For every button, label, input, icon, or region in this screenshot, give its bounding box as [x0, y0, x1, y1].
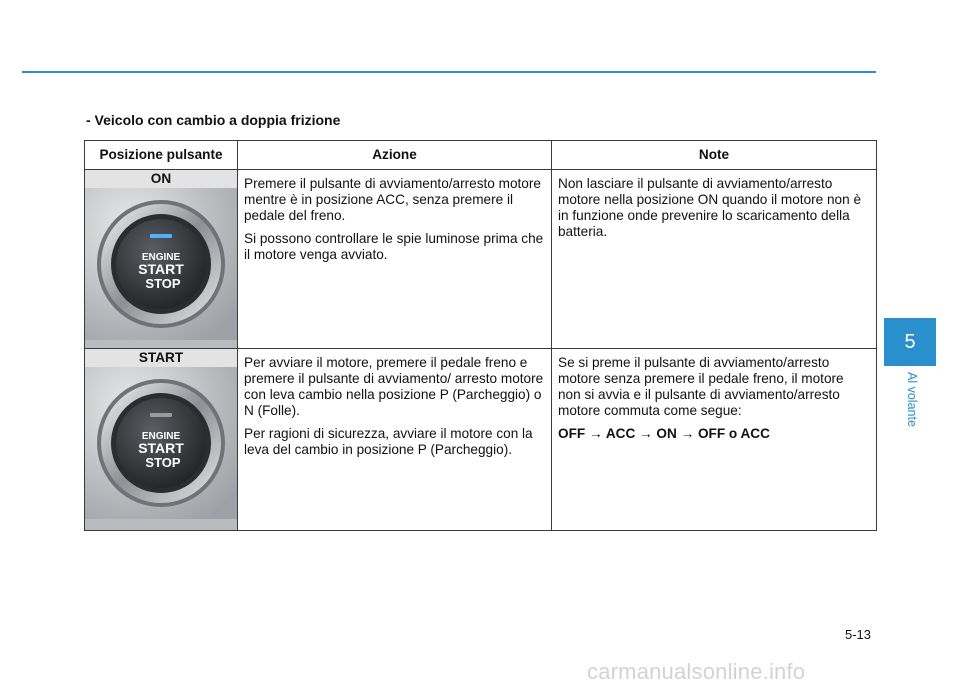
chapter-title — [903, 372, 919, 442]
column-header-note: Note — [552, 141, 877, 170]
button-text-engine: ENGINE — [141, 252, 181, 263]
button-text-stop: STOP — [145, 276, 181, 291]
note-cell-on — [552, 170, 877, 349]
state-sequence: OFF → ACC → ON → OFF o ACC — [558, 426, 770, 441]
page-number: 5-13 — [845, 627, 872, 642]
note-text: Se si preme il pulsante di avviamento/arresto motore senza premere il pedale freno, il motore non si avvia e il pulsante di avviamento/arresto motore commuta come segue: — [558, 355, 844, 418]
position-cell-start — [85, 349, 238, 531]
action-text: Per avviare il motore, premere il pedale freno e premere il pulsante di avviamento/ arresto motore con leva cambio nella posizione P (Parcheggio) o N (Folle). — [244, 355, 544, 418]
section-title: - Veicolo con cambio a doppia frizione — [86, 112, 341, 128]
position-label-on: ON — [85, 170, 237, 188]
action-cell-start — [238, 349, 552, 531]
table-header-row — [85, 141, 877, 170]
table-row-on — [85, 170, 877, 349]
table-row-start — [85, 349, 877, 531]
column-header-action: Azione — [238, 141, 552, 170]
action-cell-on — [238, 170, 552, 349]
position-label-start: START — [85, 349, 237, 367]
action-text: Premere il pulsante di avviamento/arresto motore mentre è in posizione ACC, senza premere il pedale del freno. — [244, 176, 541, 223]
chapter-number-tab: 5 — [884, 318, 936, 366]
button-text-stop: STOP — [145, 455, 181, 470]
button-text-start: START — [138, 440, 184, 456]
start-button-table — [84, 140, 877, 531]
note-cell-start — [552, 349, 877, 531]
engine-start-stop-button-icon — [85, 367, 237, 519]
chapter-title-text: Al volante — [905, 372, 919, 427]
top-divider — [22, 71, 876, 73]
column-header-position: Posizione pulsante — [85, 141, 238, 170]
button-text-engine: ENGINE — [141, 431, 181, 442]
button-text-start: START — [138, 261, 184, 277]
action-text: Si possono controllare le spie luminose prima che il motore venga avviato. — [244, 231, 544, 262]
position-cell-on — [85, 170, 238, 349]
engine-start-stop-button-icon — [85, 188, 237, 340]
note-text: Non lasciare il pulsante di avviamento/arresto motore nella posizione ON quando il motore non è in funzione onde prevenire lo scaricamento della batteria. — [558, 176, 862, 239]
watermark: carmanualsonline.info — [587, 659, 806, 684]
action-text: Per ragioni di sicurezza, avviare il motore con la leva del cambio in posizione P (Parcheggio). — [244, 426, 533, 457]
